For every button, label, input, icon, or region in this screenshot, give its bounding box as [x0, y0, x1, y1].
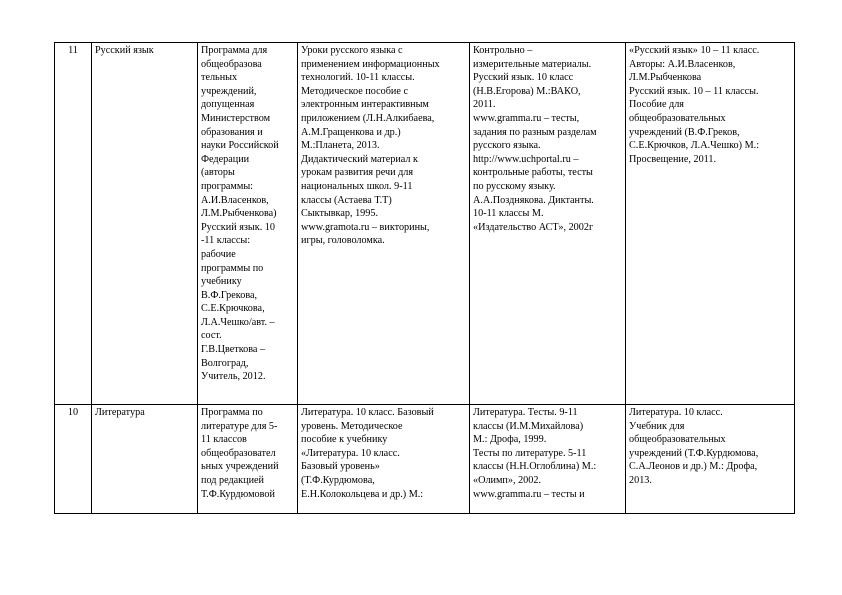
cell-text-line: по русскому языку.	[473, 180, 556, 192]
cell-text-line: рабочие	[201, 248, 236, 260]
cell-text-line: учреждений (В.Ф.Греков,	[629, 126, 740, 138]
cell-text-line: Л.М.Рыбченкова)	[201, 208, 277, 220]
cell-text-line: (Н.В.Егорова) М.:ВАКО,	[473, 85, 581, 97]
cell-text-line: (авторы	[201, 167, 235, 179]
subject-cell: Литература	[92, 405, 198, 514]
cell-text-line: Методическое пособие с	[301, 85, 408, 97]
cell-text-line: применением информационных	[301, 58, 440, 70]
control-materials-cell	[470, 43, 626, 405]
textbook-cell	[626, 405, 795, 514]
cell-text-line: -11 классы:	[201, 235, 251, 247]
cell-text-line: Сыктывкар, 1995.	[301, 208, 378, 220]
cell-text-line: С.Е.Крючков, Л.А.Чешко) М.:	[629, 140, 760, 152]
cell-text-line: В.Ф.Грекова,	[201, 289, 258, 301]
cell-text-line: Уроки русского языка с	[301, 45, 403, 56]
program-text	[201, 406, 294, 513]
cell-text-line: А.И.Власенков,	[201, 194, 269, 206]
program-cell	[198, 43, 298, 405]
cell-text-line: задания по разным разделам	[473, 126, 597, 138]
cell-text-line: программы по	[201, 262, 264, 274]
row-number-cell: 10	[55, 405, 92, 514]
cell-text-line: Пособие для	[629, 99, 684, 111]
cell-text-line: Тесты по литературе. 5-11	[473, 447, 587, 459]
cell-text-line: общеобразовательных	[629, 112, 726, 124]
cell-text-line: урокам развития речи для	[301, 167, 414, 179]
textbook-text	[629, 406, 791, 513]
cell-text-line: http://www.uchportal.ru –	[473, 153, 579, 165]
row-number-cell: 11	[55, 43, 92, 405]
cell-text-line: 11 классов	[201, 434, 247, 446]
cell-text-line: 2013.	[629, 474, 652, 486]
cell-text-line: контрольные работы, тесты	[473, 167, 593, 179]
cell-text-line: Л.М.Рыбченкова	[629, 72, 702, 84]
cell-text-line: игры, головоломка.	[301, 235, 385, 247]
cell-text-line: Министерством	[201, 112, 271, 124]
cell-text-line: Контрольно –	[473, 45, 533, 56]
cell-text-line: учреждений (Т.Ф.Курдюмова,	[629, 447, 759, 459]
subject-cell: Русский язык	[92, 43, 198, 405]
cell-text-line: русского языка.	[473, 140, 541, 152]
cell-text-line: (Т.Ф.Курдюмова,	[301, 474, 375, 486]
cell-text-line: www.gramma.ru – тесты и	[473, 488, 585, 500]
cell-text-line: учреждений,	[201, 85, 257, 97]
cell-text-line: Программа для	[201, 45, 268, 56]
cell-text-line: А.А.Позднякова. Диктанты.	[473, 194, 594, 206]
cell-text-line: Литература. 10 класс.	[629, 407, 723, 418]
cell-text-line: классы (Н.Н.Оглоблина) М.:	[473, 461, 597, 473]
cell-text-line: классы (И.М.Михайлова)	[473, 420, 584, 432]
control-materials-text	[473, 406, 622, 513]
cell-text-line: общеобразовательных	[629, 434, 726, 446]
cell-text-line: С.А.Леонов и др.) М.: Дрофа,	[629, 461, 758, 473]
cell-text-line: www.gramma.ru – тесты,	[473, 112, 580, 124]
cell-text-line: Л.А.Чешко/авт. –	[201, 316, 275, 328]
cell-text-line: 2011.	[473, 99, 496, 111]
cell-text-line: Литература. 10 класс. Базовый	[301, 407, 434, 418]
cell-text-line: программы:	[201, 180, 254, 192]
cell-text-line: Программа по	[201, 407, 263, 418]
cell-text-line: общеобразовател	[201, 447, 276, 459]
cell-text-line: 10-11 классы М.	[473, 208, 544, 220]
cell-text-line: науки Российской	[201, 140, 279, 152]
cell-text-line: «Литература. 10 класс.	[301, 447, 400, 459]
cell-text-line: Т.Ф.Курдюмовой	[201, 488, 275, 500]
cell-text-line: измерительные материалы.	[473, 58, 592, 70]
cell-text-line: www.gramota.ru – викторины,	[301, 221, 430, 233]
cell-text-line: Дидактический материал к	[301, 153, 418, 165]
cell-text-line: Волгоград,	[201, 357, 249, 369]
methodical-cell	[298, 405, 470, 514]
cell-text-line: под редакцией	[201, 474, 264, 486]
methodical-cell	[298, 43, 470, 405]
control-materials-cell	[470, 405, 626, 514]
cell-text-line: сост.	[201, 330, 222, 342]
cell-text-line: уровень. Методическое	[301, 420, 403, 432]
cell-text-line: Учебник для	[629, 420, 685, 432]
cell-text-line: тельных	[201, 72, 238, 84]
cell-text-line: литературе для 5-	[201, 420, 278, 432]
cell-text-line: классы (Астаева Т.Т)	[301, 194, 392, 206]
cell-text-line: Е.Н.Колокольцева и др.) М.:	[301, 488, 424, 500]
cell-text-line: М.:Планета, 2013.	[301, 140, 380, 152]
cell-text-line: Литература. Тесты. 9-11	[473, 407, 578, 418]
cell-text-line: С.Е.Крючкова,	[201, 303, 265, 315]
cell-text-line: М.: Дрофа, 1999.	[473, 434, 547, 446]
cell-text-line: технологий. 10-11 классы.	[301, 72, 415, 84]
cell-text-line: Просвещение, 2011.	[629, 153, 717, 165]
cell-text-line: Русский язык. 10 класс	[473, 72, 574, 84]
table-row	[55, 405, 795, 514]
cell-text-line: Авторы: А.И.Власенков,	[629, 58, 736, 70]
cell-text-line: Г.В.Цветкова –	[201, 344, 266, 356]
textbook-cell	[626, 43, 795, 405]
program-cell	[198, 405, 298, 514]
cell-text-line: пособие к учебнику	[301, 434, 388, 446]
cell-text-line: образования и	[201, 126, 263, 138]
table-row	[55, 43, 795, 405]
methodical-text	[301, 406, 466, 513]
cell-text-line: «Русский язык» 10 – 11 класс.	[629, 45, 760, 56]
cell-text-line: ьных учреждений	[201, 461, 279, 473]
cell-text-line: А.М.Гращенкова и др.)	[301, 126, 401, 138]
cell-text-line: Русский язык. 10 – 11 классы.	[629, 85, 759, 97]
cell-text-line: допущенная	[201, 99, 255, 111]
cell-text-line: «Олимп», 2002.	[473, 474, 541, 486]
cell-text-line: приложением (Л.Н.Алкибаева,	[301, 112, 435, 124]
cell-text-line: «Издательство АСТ», 2002г	[473, 221, 594, 233]
cell-text-line: учебнику	[201, 276, 242, 288]
cell-text-line: Учитель, 2012.	[201, 371, 266, 383]
cell-text-line: электронным интерактивным	[301, 99, 429, 111]
cell-text-line: Базовый уровень»	[301, 461, 380, 473]
cell-text-line: национальных школ. 9-11	[301, 180, 413, 192]
cell-text-line: Федерации	[201, 153, 250, 165]
cell-text-line: общеобразова	[201, 58, 262, 70]
cell-text-line: Русский язык. 10	[201, 221, 275, 233]
curriculum-table	[54, 42, 795, 514]
